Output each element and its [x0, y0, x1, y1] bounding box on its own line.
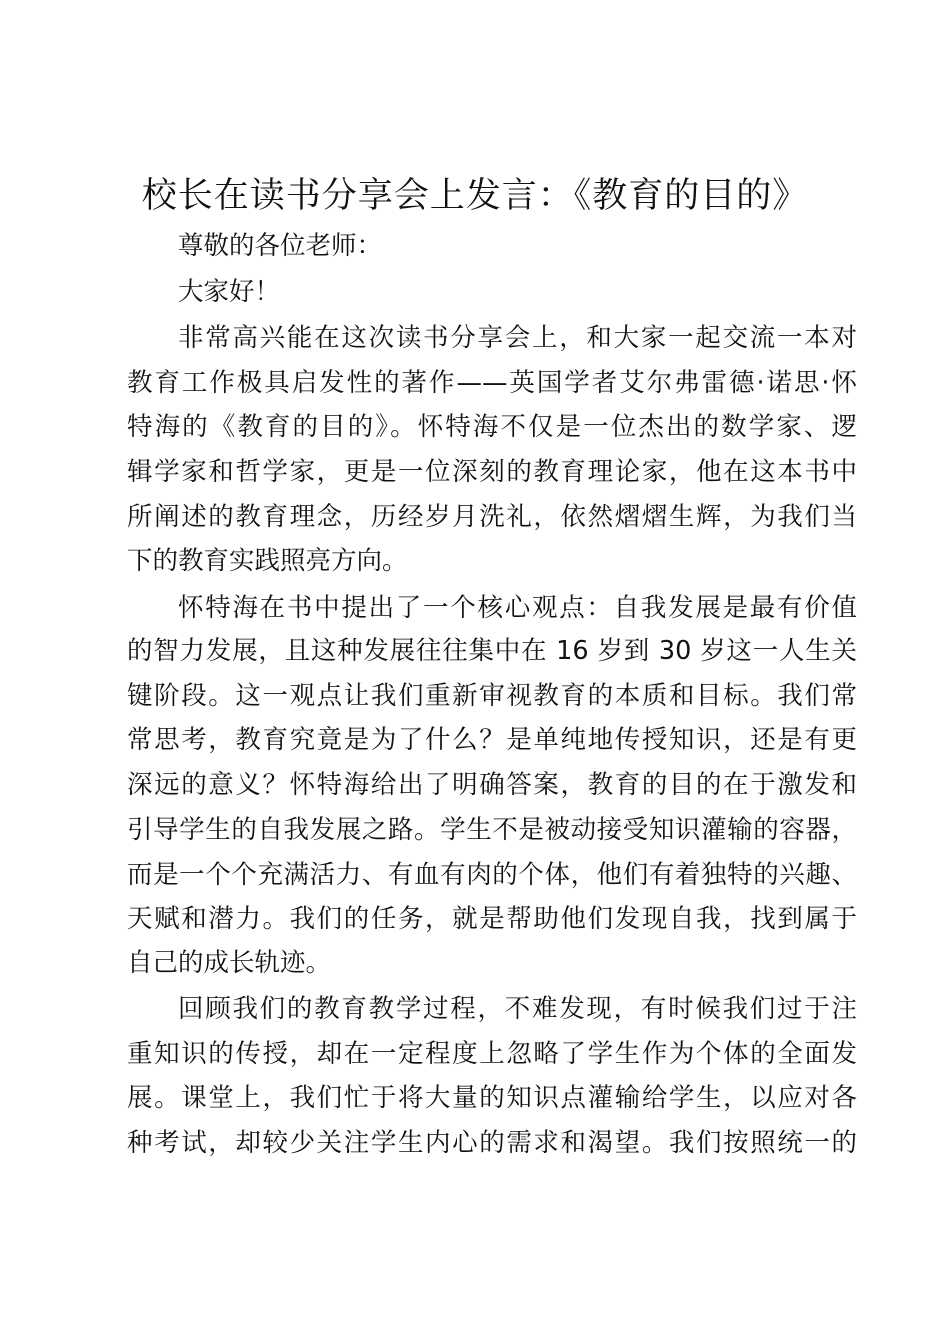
paragraph-line: 而是一个个充满活力、有血有肉的个体，他们有着独特的兴趣、 — [127, 860, 857, 890]
paragraph-line: 深远的意义？怀特海给出了明确答案，教育的目的在于激发和 — [127, 770, 857, 800]
paragraph-line: 引导学生的自我发展之路。学生不是被动接受知识灌输的容器， — [127, 815, 857, 845]
paragraph-line: 的智力发展，且这种发展往往集中在 16 岁到 30 岁这一人生关 — [127, 636, 857, 666]
paragraph-line: 天赋和潜力。我们的任务，就是帮助他们发现自我，找到属于 — [127, 904, 857, 934]
document-title: 校长在读书分享会上发言：《教育的目的》 — [141, 176, 809, 216]
paragraph-line: 非常高兴能在这次读书分享会上，和大家一起交流一本对 — [178, 323, 857, 353]
paragraph-line: 辑学家和哲学家，更是一位深刻的教育理论家，他在这本书中 — [127, 457, 857, 487]
paragraph-line: 回顾我们的教育教学过程，不难发现，有时候我们过于注 — [178, 994, 857, 1024]
paragraph-line: 重知识的传授，却在一定程度上忽略了学生作为个体的全面发 — [127, 1039, 857, 1069]
paragraph-line: 种考试，却较少关注学生内心的需求和渴望。我们按照统一的 — [127, 1128, 857, 1158]
paragraph-line: 下的教育实践照亮方向。 — [127, 546, 408, 576]
paragraph-line: 特海的《教育的目的》。怀特海不仅是一位杰出的数学家、逻 — [127, 412, 857, 442]
greeting: 大家好！ — [178, 277, 281, 307]
paragraph-line: 自己的成长轨迹。 — [127, 948, 332, 978]
paragraph-line: 怀特海在书中提出了一个核心观点：自我发展是最有价值 — [178, 593, 857, 623]
paragraph-line: 教育工作极具启发性的著作——英国学者艾尔弗雷德·诺思·怀 — [127, 368, 857, 398]
paragraph-line: 所阐述的教育理念，历经岁月洗礼，依然熠熠生辉，为我们当 — [127, 502, 857, 532]
paragraph-line: 常思考，教育究竟是为了什么？是单纯地传授知识，还是有更 — [127, 725, 857, 755]
salutation: 尊敬的各位老师： — [178, 231, 383, 261]
paragraph-line: 展。课堂上，我们忙于将大量的知识点灌输给学生，以应对各 — [127, 1083, 857, 1113]
paragraph-line: 键阶段。这一观点让我们重新审视教育的本质和目标。我们常 — [127, 681, 857, 711]
